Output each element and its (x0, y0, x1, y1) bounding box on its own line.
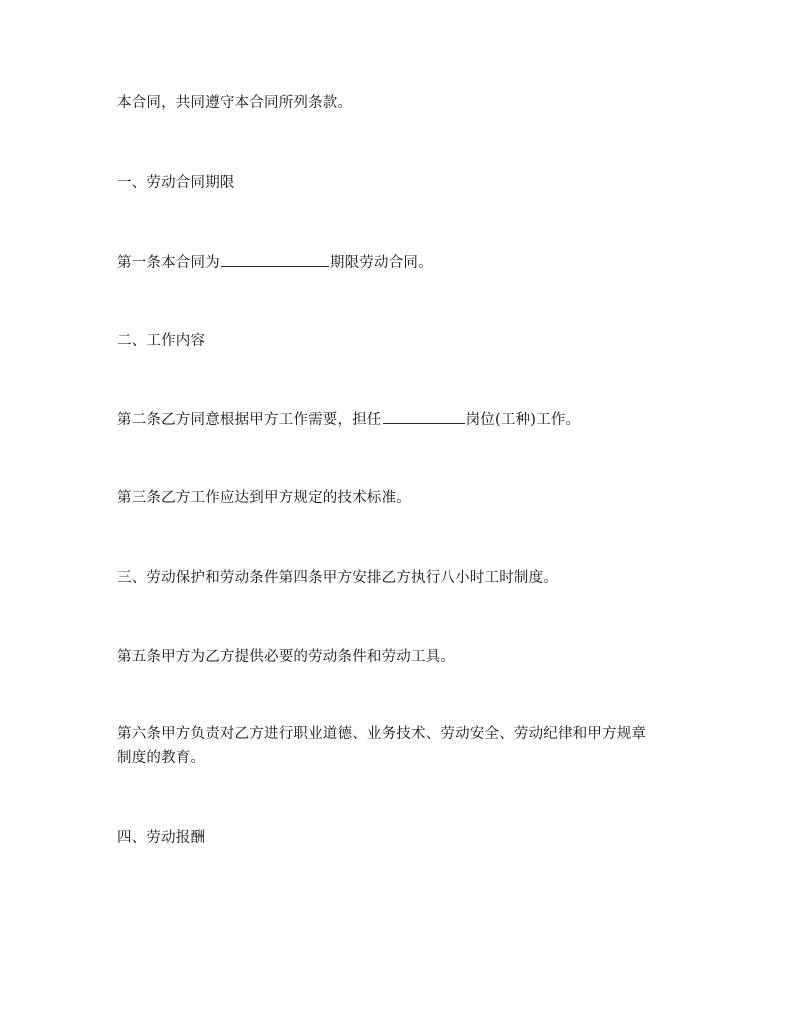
fill-blank-position (383, 409, 465, 424)
article-6-paragraph (117, 722, 697, 770)
fill-blank-term (221, 252, 329, 267)
intro-paragraph: 本合同，共同遵守本合同所列条款。 (117, 95, 353, 111)
section-heading-labor-protection: 三、劳动保护和劳动条件第四条甲方安排乙方执行八小时工时制度。 (117, 570, 558, 586)
section-heading-remuneration: 四、劳动报酬 (117, 830, 206, 846)
article-6-line-1: 第六条甲方负责对乙方进行职业道德、业务技术、劳动安全、劳动纪律和甲方规章 (117, 726, 647, 742)
article-1-paragraph (117, 251, 697, 275)
article-1-text-before: 第一条本合同为 (117, 255, 220, 271)
article-2-text-before: 第二条乙方同意根据甲方工作需要，担任 (117, 412, 382, 428)
section-heading-contract-term: 一、劳动合同期限 (117, 175, 235, 191)
article-6-line-2: 制度的教育。 (117, 750, 206, 766)
article-1-text-after: 期限劳动合同。 (329, 255, 433, 271)
article-5-paragraph: 第五条甲方为乙方提供必要的劳动条件和劳动工具。 (117, 649, 456, 665)
article-2-paragraph (117, 408, 697, 432)
section-heading-work-content: 二、工作内容 (117, 333, 206, 349)
article-3-paragraph: 第三条乙方工作应达到甲方规定的技术标准。 (117, 490, 411, 506)
article-2-text-after: 岗位(工种)工作。 (465, 412, 581, 428)
